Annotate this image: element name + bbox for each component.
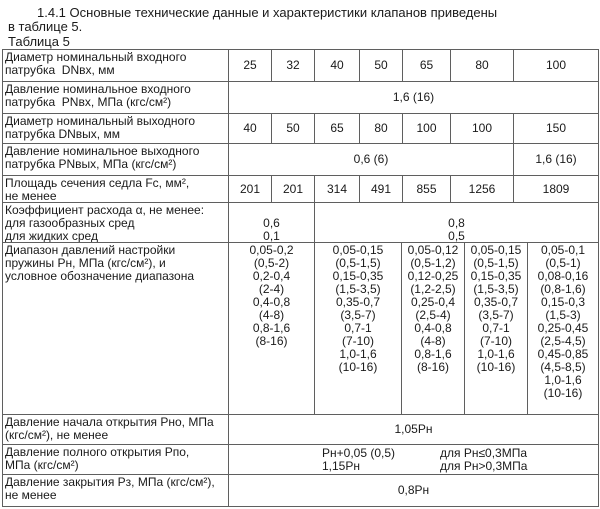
cell-line: (4,5-8,5) <box>540 360 586 374</box>
table-cell <box>314 203 598 242</box>
cell-line: 0,45-0,85 <box>537 347 589 361</box>
row-label-line: Давление номинальное входного <box>5 82 191 96</box>
intro-paragraph-line-1: 1.4.1 Основные технические данные и характеристики клапанов приведены <box>37 5 498 20</box>
table-cell: 491 <box>359 176 402 202</box>
row-label-line: условное обозначение диапазона <box>5 269 195 283</box>
cell-line: (2-4) <box>258 282 285 296</box>
cell-line: 0,6 <box>263 216 280 230</box>
row-label-line: патрубка DNвх, мм <box>5 63 115 77</box>
cell-line: (1,5-3) <box>545 308 581 322</box>
cell-line: 0,2-0,4 <box>252 269 291 283</box>
row-label <box>3 144 228 175</box>
cell-line: (7-10) <box>479 334 512 348</box>
row-label-line: Диаметр номинальный выходного <box>5 114 195 128</box>
table-row <box>3 474 598 506</box>
cell-line: 0,15-0,35 <box>470 269 522 283</box>
cell-line: 1,0-1,6 <box>477 347 515 361</box>
cell-line: 0,8-1,6 <box>414 347 452 361</box>
table-cell <box>314 243 401 414</box>
cell-line: 0,15-0,35 <box>332 269 384 283</box>
table-row <box>3 444 598 474</box>
row-label-line: патрубка DNвых, мм <box>5 127 120 141</box>
cell-line: (1,5-3,5) <box>335 282 381 296</box>
cell-line: (1,2-2,5) <box>410 282 456 296</box>
table-cell: 40 <box>228 114 271 143</box>
condition-text: для Рн>0,3МПа <box>440 458 528 473</box>
table-row <box>3 50 598 81</box>
table-cell: 50 <box>359 50 402 81</box>
cell-line: 0,35-0,7 <box>473 295 519 309</box>
row-label-line: Площадь сечения седла Fс, мм², <box>5 176 190 190</box>
cell-line: (8-16) <box>255 334 288 348</box>
cell-line: (0,5-2) <box>253 256 290 270</box>
table-cell <box>401 243 464 414</box>
cell-line: (0,5-1,5) <box>335 256 381 270</box>
cell-line: 0,05-0,2 <box>249 243 294 257</box>
cell-line: 0,5 <box>448 229 465 242</box>
table-cell: 1,6 (16) <box>513 144 598 175</box>
cell-line: 1,0-1,6 <box>339 347 377 361</box>
condition-line <box>322 460 527 473</box>
table-cell: 65 <box>402 50 450 81</box>
table-cell: 80 <box>359 114 402 143</box>
row-label <box>3 114 228 143</box>
cell-line: 0,7-1 <box>482 321 510 335</box>
cell-line: (0,5-1,2) <box>410 256 456 270</box>
intro-paragraph <box>0 0 600 34</box>
row-label <box>3 50 228 81</box>
table-row <box>3 414 598 444</box>
cell-line: 0,05-0,15 <box>470 243 522 257</box>
row-label <box>3 445 228 474</box>
row-label-line: не менее <box>5 488 57 502</box>
cell-line: 0,4-0,8 <box>414 321 452 335</box>
row-label-line: Давление закрытия Рз, МПа (кгс/см²), <box>5 475 215 489</box>
row-label-line: (кгс/см²), не менее <box>5 428 109 442</box>
row-label <box>3 475 228 506</box>
table-cell: 1256 <box>450 176 513 202</box>
table-row <box>3 175 598 202</box>
valve-specifications-table <box>2 49 599 507</box>
table-cell: 855 <box>402 176 450 202</box>
table-caption: Таблица 5 <box>8 34 70 49</box>
table-cell: 32 <box>271 50 314 81</box>
cell-line: 0,25-0,45 <box>537 321 589 335</box>
cell-line: (10-16) <box>543 386 583 400</box>
row-label <box>3 243 228 414</box>
table-cell: 100 <box>513 50 598 81</box>
row-label-line: Давление полного открытия Рпо, <box>5 445 190 459</box>
cell-line: (4-8) <box>258 308 285 322</box>
row-label-line: патрубка PNвых, МПа (кгс/см²) <box>5 157 177 171</box>
cell-line: 0,4-0,8 <box>252 295 291 309</box>
cell-line: 0,25-0,4 <box>410 295 456 309</box>
table-row <box>3 242 598 414</box>
table-cell: 80 <box>450 50 513 81</box>
table-cell <box>228 243 314 414</box>
row-label <box>3 82 228 113</box>
row-label <box>3 176 228 202</box>
row-label-line: патрубка PNвх, МПа (кгс/см²) <box>5 95 172 109</box>
cell-line: 0,08-0,16 <box>537 269 589 283</box>
table-cell: 100 <box>450 114 513 143</box>
table-cell: 0,6 (6) <box>228 144 513 175</box>
row-label-line: Диапазон давлений настройки <box>5 243 176 257</box>
table-cell: 201 <box>228 176 271 202</box>
cell-line: (10-16) <box>338 360 378 374</box>
table-cell: 65 <box>314 114 359 143</box>
cell-line: 0,05-0,15 <box>332 243 384 257</box>
table-cell: 150 <box>513 114 598 143</box>
table-cell: 201 <box>271 176 314 202</box>
cell-line: (1,5-3,5) <box>473 282 519 296</box>
cell-line: (3,5-7) <box>340 308 376 322</box>
cell-line: 0,15-0,3 <box>540 295 586 309</box>
table-cell <box>228 445 598 474</box>
table-cell: 1,6 (16) <box>228 82 598 113</box>
table-cell: 314 <box>314 176 359 202</box>
row-label <box>3 203 228 242</box>
cell-line: (2,5-4) <box>415 308 451 322</box>
table-row <box>3 202 598 242</box>
condition-value: 1,15Рн <box>322 458 360 473</box>
row-label-line: не менее <box>5 189 57 202</box>
row-label-line: Коэффициент расхода α, не менее: <box>5 203 205 217</box>
row-label-line: Давление номинальное выходного <box>5 144 200 158</box>
cell-line: 0,8-1,6 <box>252 321 291 335</box>
cell-line: (8-16) <box>416 360 449 374</box>
cell-line: (10-16) <box>476 360 516 374</box>
cell-line: (2,5-4,5) <box>540 334 586 348</box>
table-cell <box>527 243 598 414</box>
table-cell: 1809 <box>513 176 598 202</box>
table-cell: 1,05Рн <box>228 415 598 444</box>
cell-line: 1,0-1,6 <box>544 373 582 387</box>
table-row <box>3 81 598 113</box>
row-label-line: МПа (кгс/см²) <box>5 458 79 472</box>
table-cell: 40 <box>314 50 359 81</box>
condition-text: для Рн≤0,3МПа <box>440 445 528 460</box>
cell-line: 0,12-0,25 <box>407 269 459 283</box>
row-label-line: пружины Рн, МПа (кгс/см²), и <box>5 256 166 270</box>
cell-line: 0,05-0,1 <box>540 243 586 257</box>
row-label-line: для жидких сред <box>5 229 98 242</box>
table-row <box>3 113 598 143</box>
cell-line: (0,5-1) <box>545 256 581 270</box>
row-label-line: Диаметр номинальный входного <box>5 50 187 64</box>
intro-paragraph-line-2: в таблице 5. <box>8 19 83 34</box>
cell-line: (4-8) <box>420 334 446 348</box>
cell-line: 0,8 <box>448 216 465 230</box>
table-cell <box>228 203 314 242</box>
table-cell: 50 <box>271 114 314 143</box>
row-label <box>3 415 228 444</box>
cell-line: 0,7-1 <box>344 321 372 335</box>
table-cell: 25 <box>228 50 271 81</box>
cell-line: 0,1 <box>263 229 280 242</box>
table-cell: 0,8Рн <box>228 475 598 506</box>
cell-line: (3,5-7) <box>478 308 514 322</box>
cell-line: (0,8-1,6) <box>540 282 586 296</box>
table-cell: 100 <box>402 114 450 143</box>
table-cell <box>464 243 527 414</box>
cell-line: (0,5-1,5) <box>473 256 519 270</box>
condition-value: Рн+0,05 (0,5) <box>322 445 396 460</box>
table-row <box>3 143 598 175</box>
cell-line: 0,35-0,7 <box>335 295 381 309</box>
cell-line: 0,05-0,12 <box>407 243 459 257</box>
cell-line: (7-10) <box>341 334 374 348</box>
row-label-line: Давление начала открытия Рно, МПа <box>5 415 214 429</box>
row-label-line: для газообразных сред <box>5 216 135 230</box>
